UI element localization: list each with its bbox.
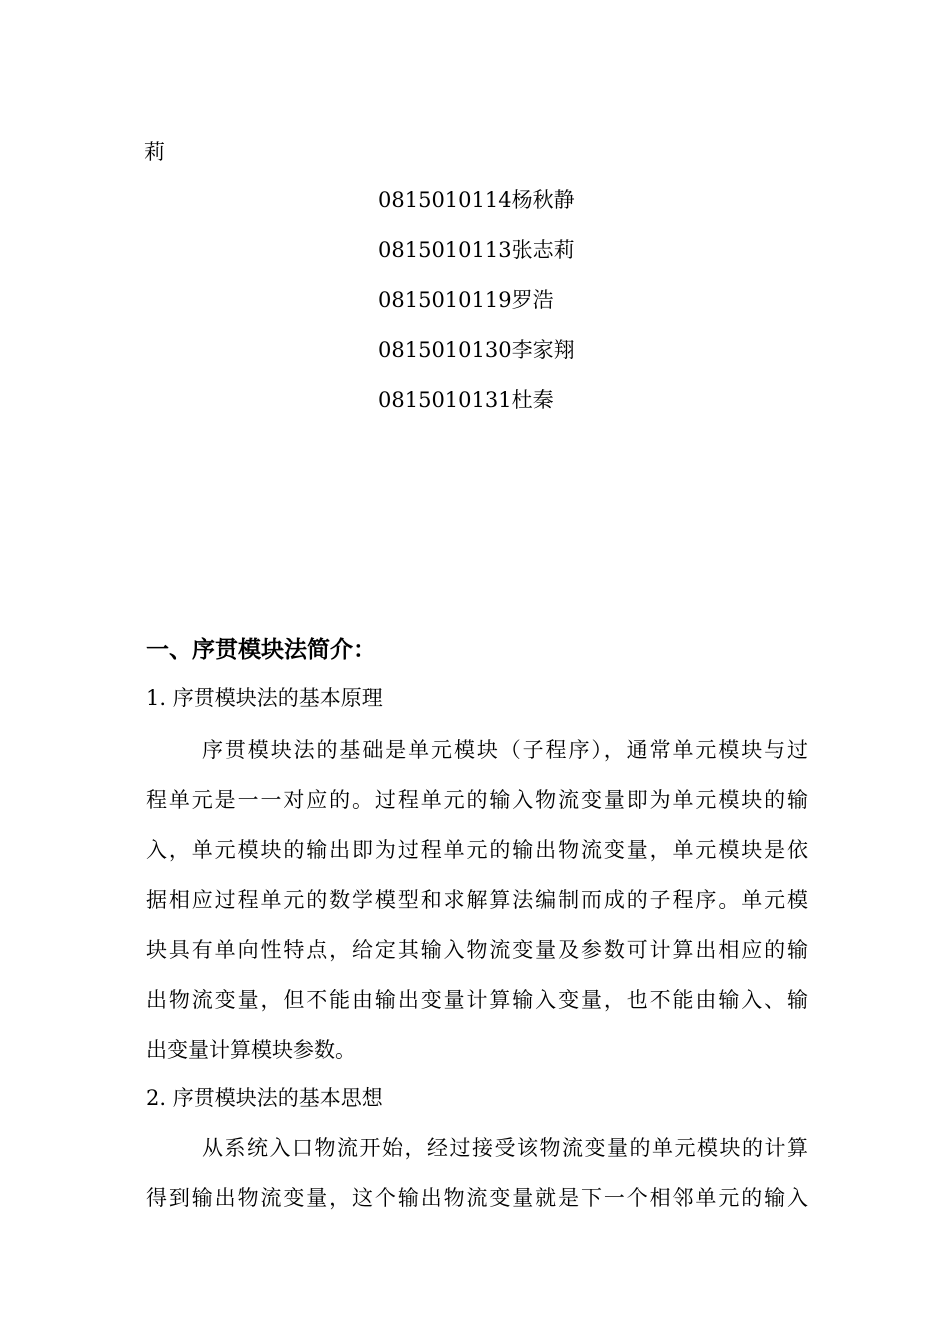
member-name: 罗浩 xyxy=(511,288,554,312)
member-id: 0815010130 xyxy=(378,338,512,362)
member-item xyxy=(378,286,554,314)
member-item xyxy=(378,336,575,364)
paragraph-line: 序贯模块法的基础是单元模块（子程序），通常单元模块与过 xyxy=(202,738,810,762)
paragraph-line: 得到输出物流变量，这个输出物流变量就是下一个相邻单元的输入 xyxy=(146,1186,810,1210)
paragraph-line: 出变量计算模块参数。 xyxy=(146,1038,356,1062)
paragraph-line: 据相应过程单元的数学模型和求解算法编制而成的子程序。单元模 xyxy=(146,888,810,912)
name-fragment: 莉 xyxy=(144,140,165,164)
subsection-title: 1. 序贯模块法的基本原理 xyxy=(146,686,383,710)
paragraph-line: 出物流变量，但不能由输出变量计算输入变量，也不能由输入、输 xyxy=(146,988,810,1012)
member-id: 0815010131 xyxy=(378,388,512,412)
paragraph-line: 从系统入口物流开始，经过接受该物流变量的单元模块的计算 xyxy=(202,1136,810,1160)
member-name: 杨秋静 xyxy=(511,188,575,212)
member-name: 杜秦 xyxy=(511,388,554,412)
member-id: 0815010114 xyxy=(378,188,512,212)
member-name: 李家翔 xyxy=(511,338,575,362)
member-name: 张志莉 xyxy=(511,238,575,262)
member-id: 0815010113 xyxy=(378,238,512,262)
member-id: 0815010119 xyxy=(378,288,512,312)
member-item xyxy=(378,236,575,264)
paragraph-line: 块具有单向性特点，给定其输入物流变量及参数可计算出相应的输 xyxy=(146,938,810,962)
paragraph-line: 入，单元模块的输出即为过程单元的输出物流变量，单元模块是依 xyxy=(146,838,810,862)
subsection-title: 2. 序贯模块法的基本思想 xyxy=(146,1086,383,1110)
section-heading: 一、序贯模块法简介： xyxy=(146,636,376,663)
paragraph-line: 程单元是一一对应的。过程单元的输入物流变量即为单元模块的输 xyxy=(146,788,810,812)
member-item xyxy=(378,386,554,414)
member-item xyxy=(378,186,575,214)
